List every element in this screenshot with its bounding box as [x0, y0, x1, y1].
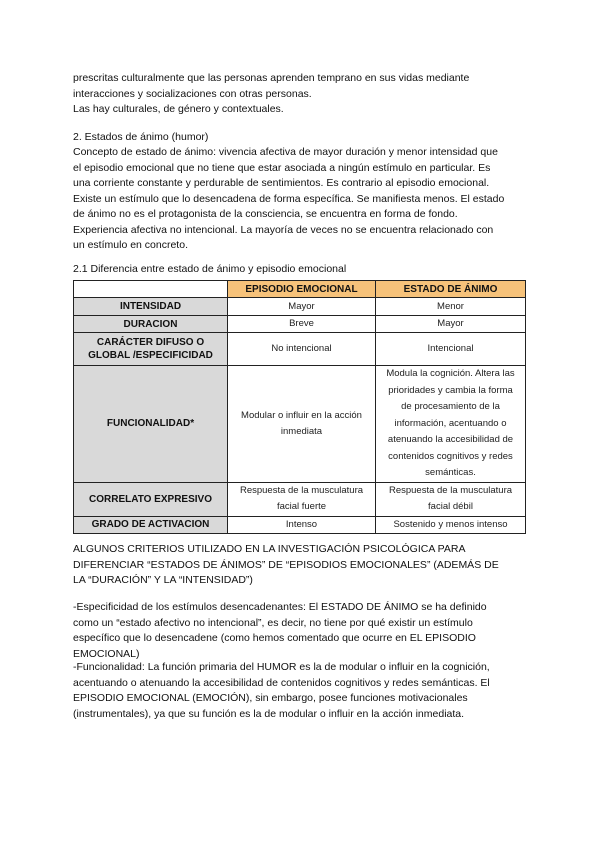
text-line: DIFERENCIAR “ESTADOS DE ÁNIMOS” DE “EPISODIOS EMOCIONALES” (ADEMÁS DE [73, 558, 499, 571]
text-line: EMOCIONAL) [73, 647, 140, 660]
table-row [74, 482, 526, 516]
cell-animo: Sostenido y menos intenso [376, 516, 526, 533]
text-line: Concepto de estado de ánimo: vivencia afectiva de mayor duración y menor intensidad que [73, 146, 498, 158]
text-line: -Funcionalidad: La función primaria del HUMOR es la de modular o influir en la cognición, [73, 661, 490, 673]
table-caption: 2.1 Diferencia entre estado de ánimo y episodio emocional [73, 263, 347, 275]
text-line: (instrumentales), ya que su función es la de modular o influir en la acción inmediata. [73, 707, 465, 720]
section-heading: 2. Estados de ánimo (humor) [73, 131, 209, 143]
table-row [74, 298, 526, 316]
intro-paragraph [73, 71, 528, 118]
text-line: acentuando o atenuando la accesibilidad de contenidos cognitivos y redes semánticas. El [73, 676, 490, 689]
text-line: como un “estado afectivo no intencional”, es decir, no tiene por qué existir un estímulo [73, 616, 473, 629]
row-label: INTENSIDAD [74, 298, 228, 316]
text-line: ALGUNOS CRITERIOS UTILIZADO EN LA INVESTIGACIÓN PSICOLÓGICA PARA [73, 543, 466, 555]
table-row [74, 316, 526, 333]
intro-line: Las hay culturales, de género y contextuales. [73, 103, 284, 115]
intro-line: prescritas culturalmente que las personas aprenden temprano en sus vidas mediante [73, 72, 470, 84]
row-label: DURACION [74, 316, 228, 333]
text-line: una corriente constante y perdurable de sentimientos. Es contrario al episodio emocional. [73, 177, 490, 189]
table-row [74, 516, 526, 533]
section-paragraph [73, 145, 528, 254]
row-label: FUNCIONALIDAD* [74, 366, 228, 483]
text-line: Existe un estímulo que lo desencadena de forma específica. Se manifiesta menos. El estado [73, 192, 505, 205]
text-line: de ánimo no es el protagonista de la consciencia, se encuentra en forma de fondo. [73, 208, 458, 220]
table-header-row [74, 281, 526, 298]
cell-animo: Menor [376, 298, 526, 316]
text-line: un estímulo en concreto. [73, 239, 188, 251]
text-line: Experiencia afectiva no intencional. La mayoría de veces no se encuentra relacionado con [73, 223, 494, 236]
table-row [74, 333, 526, 366]
functionality-paragraph [73, 660, 528, 722]
intro-line: interacciones y socializaciones con otras personas. [73, 87, 312, 100]
text-line: EPISODIO EMOCIONAL (EMOCIÓN), sin embargo, posee funciones motivacionales [73, 692, 468, 704]
specificity-paragraph [73, 600, 528, 662]
text-line: el episodio emocional que no tiene que estar asociada a ningún estímulo en particular. Es [73, 161, 491, 174]
criteria-heading [73, 542, 528, 589]
cell-animo: Respuesta de la musculatura facial débil [376, 482, 526, 516]
cell-animo: Modula la cognición. Altera las prioridades y cambia la forma de procesamiento de la información, acentuando o atenuando la accesibilidad de contenidos cognitivos y redes semánticas. [376, 366, 526, 483]
header-episodio-emocional: EPISODIO EMOCIONAL [228, 281, 376, 298]
cell-emocional: Breve [228, 316, 376, 333]
row-label: CARÁCTER DIFUSO O GLOBAL /ESPECIFICIDAD [74, 333, 228, 366]
comparison-table [73, 280, 525, 534]
header-blank-cell [74, 281, 228, 298]
cell-animo: Mayor [376, 316, 526, 333]
row-label: CORRELATO EXPRESIVO [74, 482, 228, 516]
row-label: GRADO DE ACTIVACION [74, 516, 228, 533]
cell-emocional: Mayor [228, 298, 376, 316]
cell-animo: Intencional [376, 333, 526, 366]
header-estado-animo: ESTADO DE ÁNIMO [376, 281, 526, 298]
cell-emocional: No intencional [228, 333, 376, 366]
cell-emocional: Intenso [228, 516, 376, 533]
table-row [74, 366, 526, 483]
cell-emocional: Modular o influir en la acción inmediata [228, 366, 376, 483]
text-line: LA “DURACIÓN” Y LA “INTENSIDAD”) [73, 574, 253, 586]
text-line: específico que lo desencadene (como hemos comentado que ocurre en EL EPISODIO [73, 632, 476, 644]
text-line: -Especificidad de los estímulos desencadenantes: El ESTADO DE ÁNIMO se ha definido [73, 601, 487, 613]
cell-emocional: Respuesta de la musculatura facial fuerte [228, 482, 376, 516]
